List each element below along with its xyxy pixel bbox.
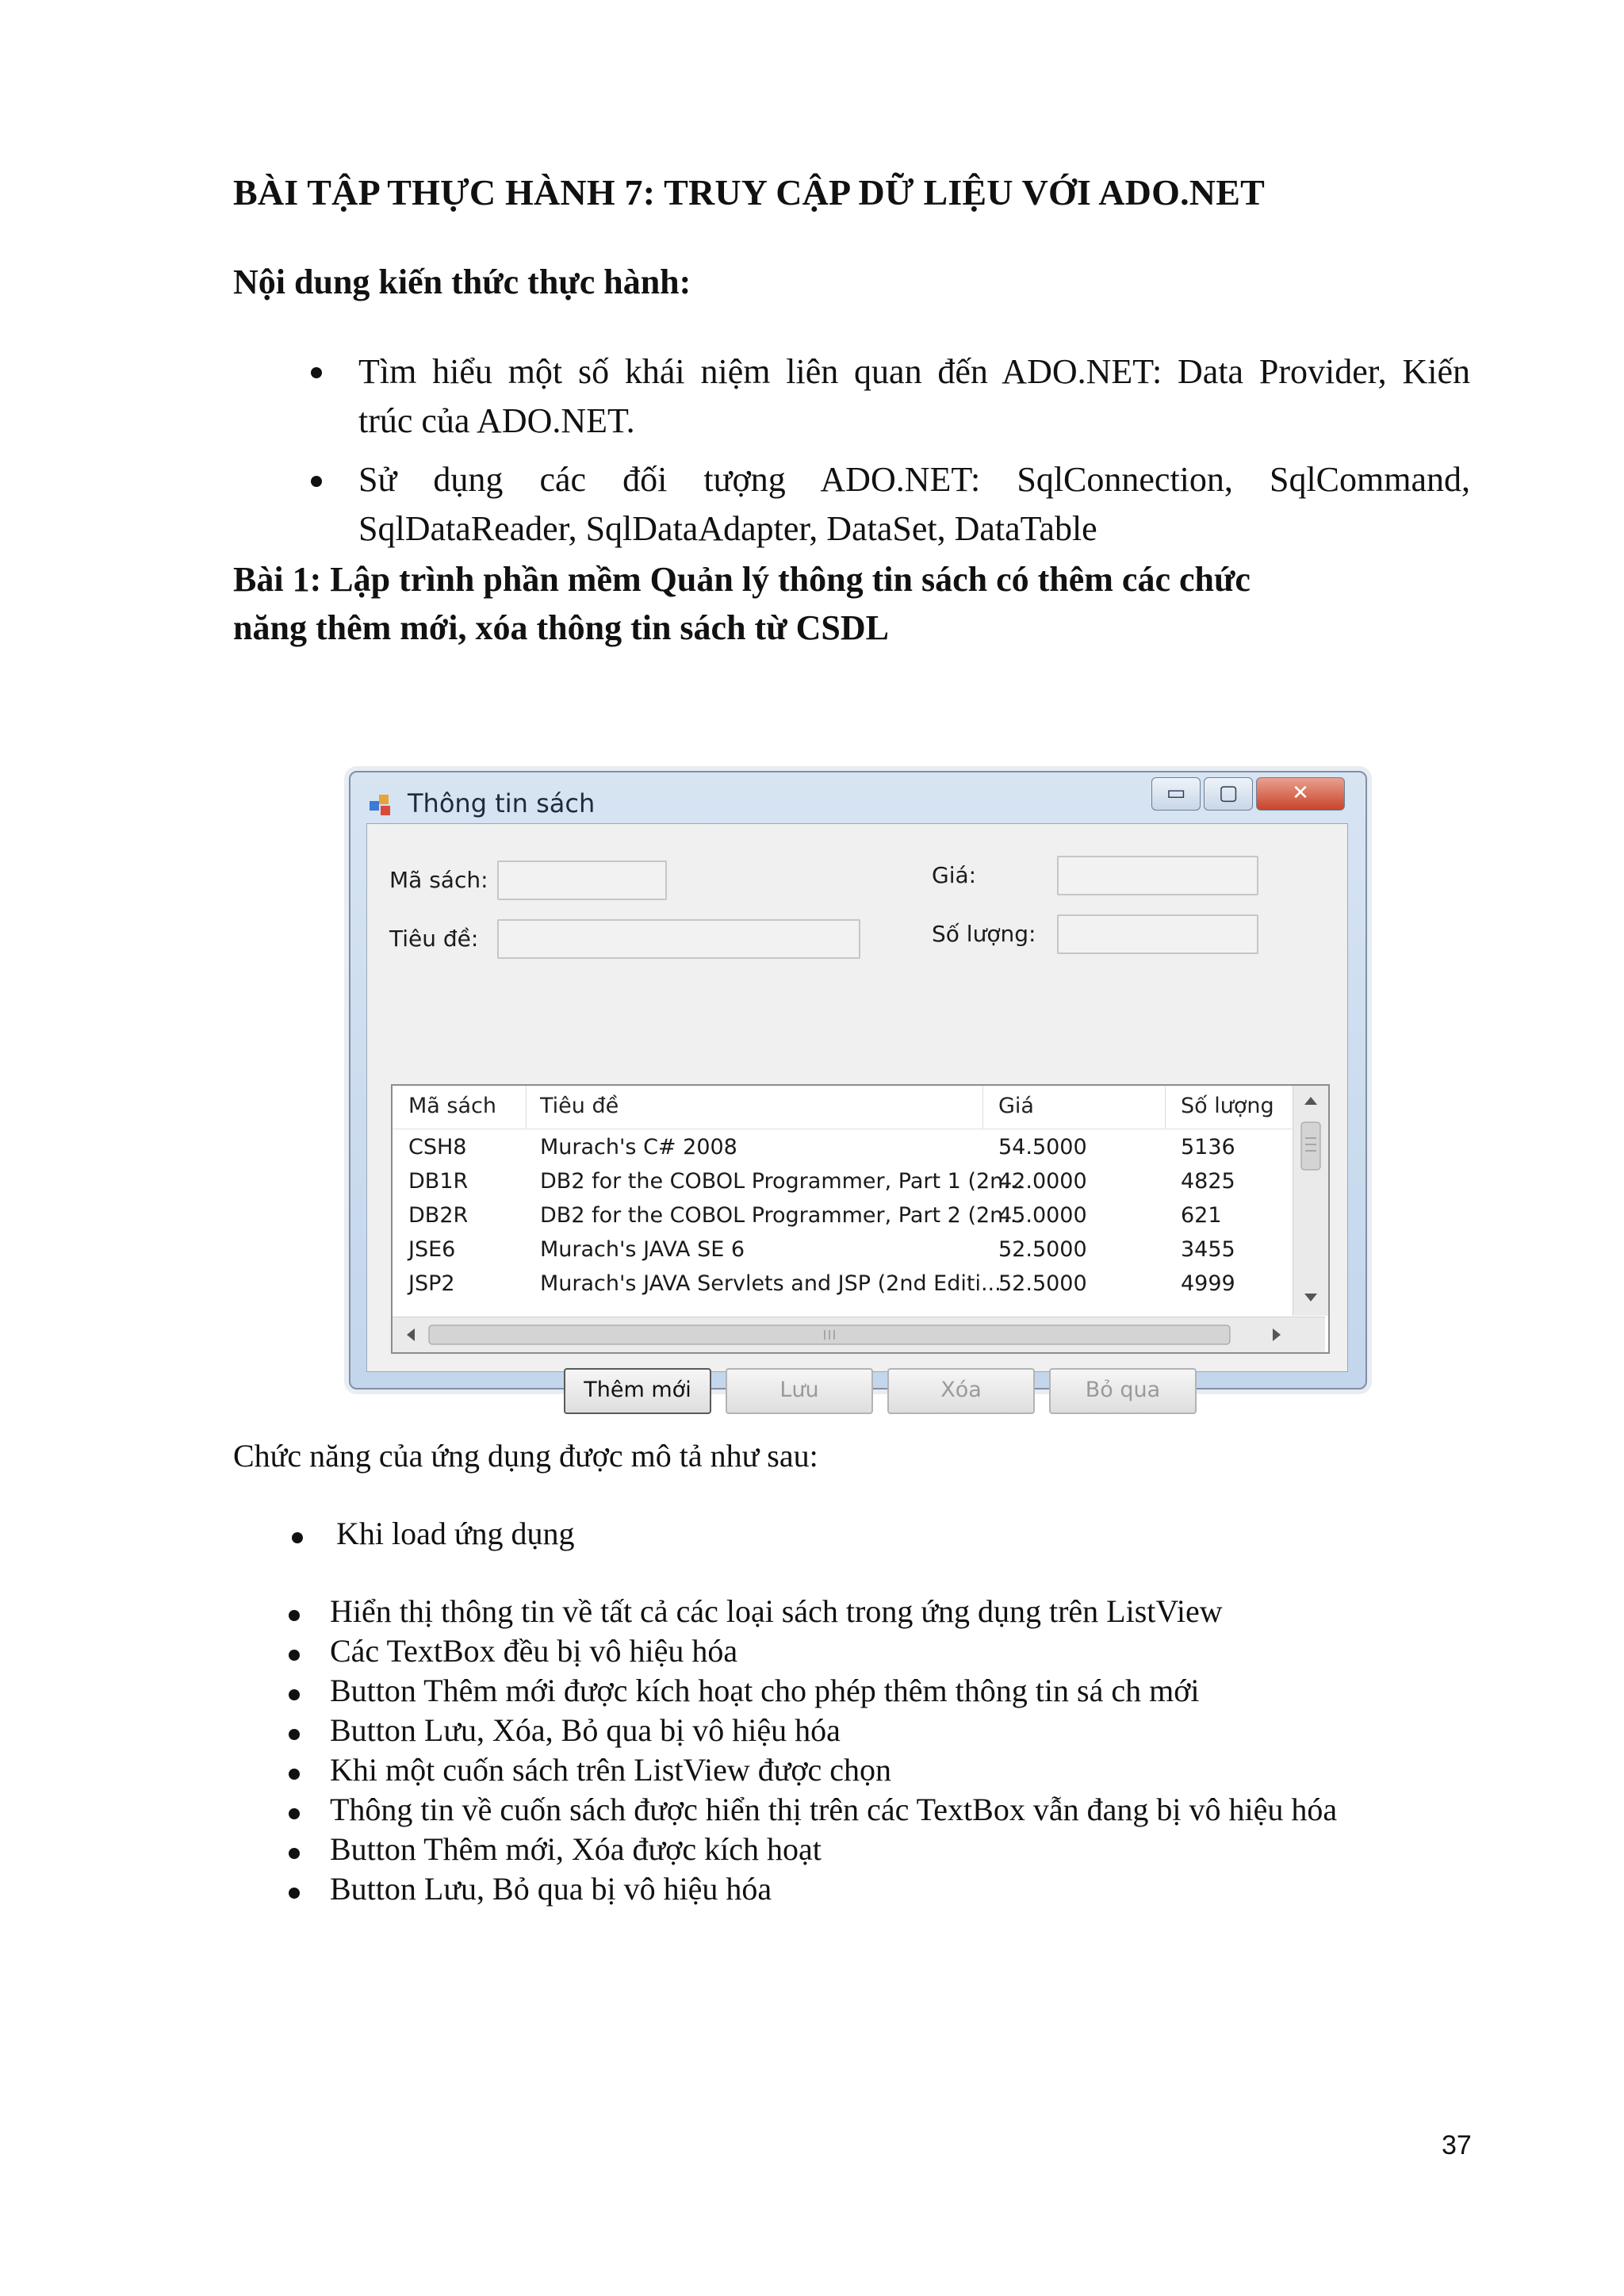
bullet-icon [289,1650,300,1661]
knowledge-text: SqlDataReader, SqlDataAdapter, DataSet, DataTable [358,509,1097,548]
cell-tieu-de: DB2 for the COBOL Programmer, Part 1 (2n... [540,1169,1025,1194]
gia-label: Giá: [932,862,977,888]
feature-item: Hiển thị thông tin về tất cả các loại sách trong ứng dụng trên ListView [330,1593,1223,1629]
cell-so-luong: 4999 [1181,1271,1235,1296]
table-row[interactable] [393,1166,1292,1200]
exercise-heading [233,555,1502,652]
knowledge-text: Tìm hiểu một số khái niệm liên quan đến ADO.NET: Data Provider, Kiến [358,352,1470,391]
vertical-scrollbar[interactable] [1293,1086,1328,1316]
listview-header [393,1086,1292,1129]
bullet-icon [292,1532,303,1543]
cell-tieu-de: Murach's JAVA SE 6 [540,1237,745,1262]
bullet-icon [289,1729,300,1740]
exercise-line: Bài 1: Lập trình phần mềm Quản lý thông tin sách có thêm các chức [233,560,1251,599]
bullet-icon [311,367,322,378]
bullet-icon [289,1808,300,1819]
feature-item: Button Lưu, Xóa, Bỏ qua bị vô hiệu hóa [330,1712,841,1748]
cell-gia: 45.0000 [998,1203,1087,1228]
bullet-icon [289,1689,300,1700]
ma-sach-label: Mã sách: [389,867,488,893]
ma-sach-input[interactable] [497,861,667,900]
feature-item: Thông tin về cuốn sách được hiển thị trên các TextBox vẫn đang bị vô hiệu hóa [330,1792,1338,1827]
feature-item: Button Lưu, Bỏ qua bị vô hiệu hóa [330,1871,772,1907]
feature-item: Button Thêm mới được kích hoạt cho phép thêm thông tin sá ch mới [330,1673,1200,1708]
on-load-text: Khi load ứng dụng [336,1516,575,1551]
luu-button[interactable]: Lưu [726,1368,873,1414]
cell-ma-sach: DB2R [408,1203,469,1228]
feature-item: Khi một cuốn sách trên ListView được chọn [330,1752,892,1788]
tieu-de-input[interactable] [497,919,860,959]
cell-so-luong: 3455 [1181,1237,1235,1262]
horizontal-scrollbar[interactable] [393,1317,1325,1352]
cell-gia: 52.5000 [998,1237,1087,1262]
cell-so-luong: 4825 [1181,1169,1235,1194]
gia-input[interactable] [1057,856,1258,895]
column-header-so-luong[interactable]: Số lượng [1181,1094,1274,1118]
cell-tieu-de: DB2 for the COBOL Programmer, Part 2 (2n... [540,1203,1025,1228]
book-info-window [349,771,1367,1402]
cell-tieu-de: Murach's C# 2008 [540,1135,737,1159]
window-title: Thông tin sách [408,788,596,818]
column-header-gia[interactable]: Giá [998,1094,1034,1118]
feature-item: Các TextBox đều bị vô hiệu hóa [330,1633,738,1669]
cell-so-luong: 621 [1181,1203,1222,1228]
bullet-icon [289,1610,300,1621]
cell-gia: 52.5000 [998,1271,1087,1296]
bo-qua-button[interactable]: Bỏ qua [1049,1368,1197,1414]
them-moi-button[interactable]: Thêm mới [564,1368,711,1414]
cell-tieu-de: Murach's JAVA Servlets and JSP (2nd Editi... [540,1271,1002,1296]
feature-item: Button Thêm mới, Xóa được kích hoạt [330,1831,822,1867]
knowledge-text: Sử dụng các đối tượng ADO.NET: SqlConnection, SqlCommand, [358,460,1470,499]
book-listview[interactable] [391,1084,1330,1354]
app-icon [368,792,395,818]
description-intro: Chức năng của ứng dụng được mô tả như sau: [233,1438,818,1474]
bullet-icon [289,1769,300,1780]
bullet-icon [289,1848,300,1859]
column-header-ma-sach[interactable]: Mã sách [408,1094,496,1118]
bullet-icon [311,476,322,487]
table-row[interactable] [393,1200,1292,1234]
page-number: 37 [1442,2130,1472,2160]
scroll-arrows-icon [393,1317,1325,1352]
cell-gia: 54.5000 [998,1135,1087,1159]
xoa-button[interactable]: Xóa [887,1368,1035,1414]
scroll-arrows-icon [1293,1086,1328,1316]
cell-ma-sach: JSE6 [408,1237,456,1262]
cell-ma-sach: DB1R [408,1169,469,1194]
maximize-button[interactable]: ▢ [1204,777,1253,811]
bullet-icon [289,1888,300,1899]
column-header-tieu-de[interactable]: Tiêu đề [540,1094,619,1118]
tieu-de-label: Tiêu đề: [389,926,479,952]
table-row[interactable] [393,1268,1292,1302]
cell-ma-sach: JSP2 [408,1271,455,1296]
window-client-area [366,823,1348,1402]
table-row[interactable] [393,1132,1292,1166]
knowledge-text: trúc của ADO.NET. [358,401,635,440]
so-luong-label: Số lượng: [932,921,1036,947]
knowledge-heading: Nội dung kiến thức thực hành: [233,263,691,301]
close-button[interactable]: ✕ [1256,777,1345,811]
cell-ma-sach: CSH8 [408,1135,467,1159]
so-luong-input[interactable] [1057,914,1258,954]
exercise-line: năng thêm mới, xóa thông tin sách từ CSDL [233,608,889,647]
cell-gia: 42.0000 [998,1169,1087,1194]
table-row[interactable] [393,1234,1292,1268]
minimize-button[interactable]: ▭ [1151,777,1201,811]
page-title: BÀI TẬP THỰC HÀNH 7: TRUY CẬP DỮ LIỆU VỚI ADO.NET [233,172,1265,213]
cell-so-luong: 5136 [1181,1135,1235,1159]
